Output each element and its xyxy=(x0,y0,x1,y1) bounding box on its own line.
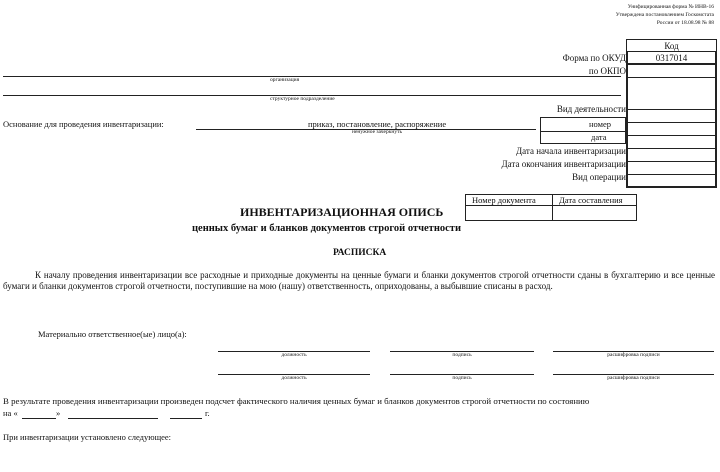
established-label: При инвентаризации установлено следующее: xyxy=(3,432,172,442)
decoding-caption-2: расшифровка подписи xyxy=(607,375,660,381)
form-header-line2: Утверждена постановлением Госкомстата xyxy=(615,12,714,18)
activity-label: Вид деятельности xyxy=(556,104,626,114)
okpo-value[interactable] xyxy=(626,65,717,78)
document-title: ИНВЕНТАРИЗАЦИОННАЯ ОПИСЬ xyxy=(240,205,444,219)
form-header-line3: России от 18.08.98 № 88 xyxy=(656,20,714,26)
document-date-cell[interactable] xyxy=(554,206,636,220)
receipt-text: К началу проведения инвентаризации все расходные и приходные документы на ценные бумаги и бланки документов строгой отчетности сданы в бухгалтерию и все ценные бумаги и бланки документов строгой отчетности, поступившие на мою (нашу) ответственность, оприходованы, а выбывшие списаны в расход. xyxy=(3,270,715,291)
start-date-label: Дата начала инвентаризации xyxy=(516,146,626,156)
okud-label: Форма по ОКУД xyxy=(562,53,626,63)
basis-date-value[interactable] xyxy=(626,136,717,149)
result-text: В результате проведения инвентаризации произведен подсчет фактического наличия ценных бумаг и бланков документов строгой отчетности по состоянию xyxy=(3,396,590,406)
basis-number-date-box xyxy=(540,117,626,144)
operation-value[interactable] xyxy=(626,175,717,188)
receipt-heading: РАСПИСКА xyxy=(333,248,387,258)
result-day-input[interactable] xyxy=(22,418,56,419)
okud-value[interactable]: 0317014 xyxy=(626,52,717,65)
code-column xyxy=(626,39,717,188)
document-subtitle: ценных бумаг и бланков документов строгой отчетности xyxy=(192,223,462,234)
okpo-label: по ОКПО xyxy=(588,66,626,76)
signature-caption-1: подпись xyxy=(452,352,472,358)
end-date-label: Дата окончания инвентаризации xyxy=(501,159,626,169)
result-month-input[interactable] xyxy=(68,418,158,419)
date-label: дата xyxy=(591,132,607,142)
responsible-label: Материально ответственное(ые) лицо(а): xyxy=(38,329,187,339)
document-table xyxy=(465,194,637,221)
number-label: номер xyxy=(589,119,612,129)
code-column-title: Код xyxy=(626,39,717,52)
basis-number-value[interactable] xyxy=(626,123,717,136)
position-caption-2: должность xyxy=(281,375,307,381)
basis-caption: ненужное зачеркнуть xyxy=(352,129,403,135)
signature-caption-2: подпись xyxy=(452,375,472,381)
document-date-header: Дата составления xyxy=(559,195,623,205)
basis-label: Основание для проведения инвентаризации: xyxy=(3,119,164,129)
document-number-cell[interactable] xyxy=(467,206,551,220)
start-date-value[interactable] xyxy=(626,149,717,162)
document-number-header: Номер документа xyxy=(472,195,536,205)
result-year-input[interactable] xyxy=(170,418,202,419)
result-date-quote: » xyxy=(56,408,61,418)
unit-caption: структурное подразделение xyxy=(270,96,335,102)
organization-caption: организация xyxy=(270,77,300,83)
code-blank-cell[interactable] xyxy=(626,78,717,110)
result-date-on: на « xyxy=(3,408,18,418)
operation-type-label: Вид операции xyxy=(572,172,626,182)
end-date-value[interactable] xyxy=(626,162,717,175)
position-caption-1: должность xyxy=(281,352,307,358)
organization-line[interactable] xyxy=(3,76,621,77)
result-year-suffix: г. xyxy=(205,408,210,418)
form-header-line1: Унифицированная форма № ИНВ-16 xyxy=(627,4,714,10)
basis-value: приказ, постановление, распоряжение xyxy=(308,119,447,129)
decoding-caption-1: расшифровка подписи xyxy=(607,352,660,358)
activity-value[interactable] xyxy=(626,110,717,123)
